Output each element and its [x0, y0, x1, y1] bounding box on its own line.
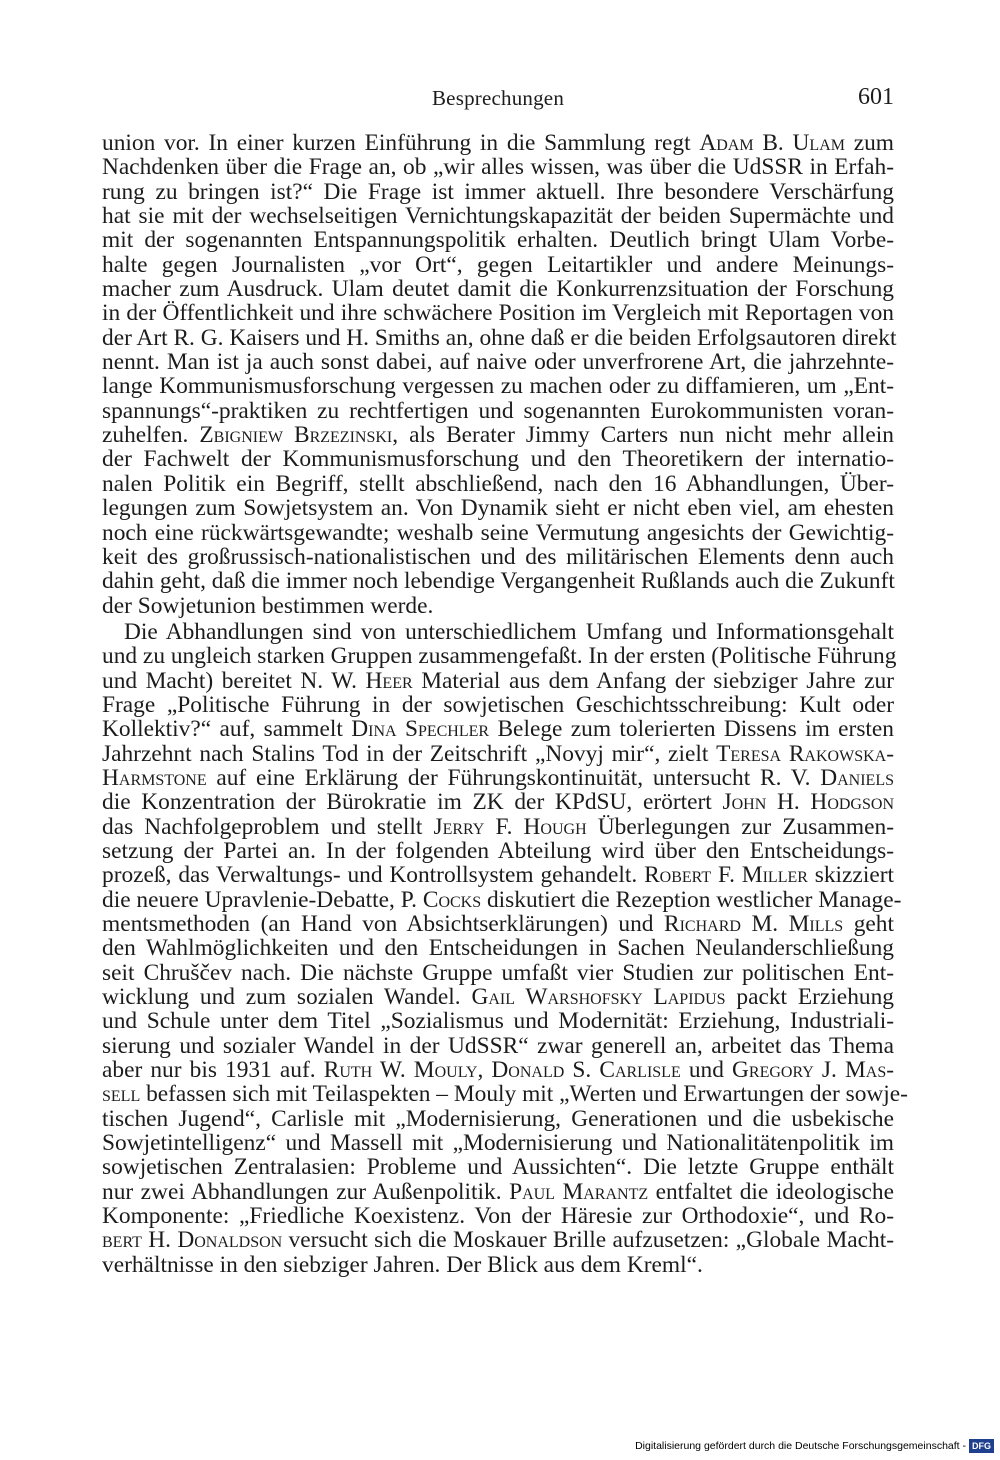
paragraph	[102, 130, 897, 619]
text-line: seit Chruščev nach. Die nächste Gruppe umfaßt vier Studien zur politischen Ent-	[102, 959, 894, 986]
paragraph	[102, 618, 908, 1278]
text-line: keit des großrussisch-nationalistischen und des militärischen Elements denn auch	[102, 543, 894, 570]
text-line: die neuere Upravlenie-Debatte, P. Cocks diskutiert die Rezeption westlicher Manage-	[102, 886, 902, 913]
text-line: noch eine rückwärtsgewandte; weshalb seine Vermutung angesichts der Gewichtig-	[102, 519, 894, 546]
text-line: nennt. Man ist ja auch sonst dabei, auf naive oder unverfrorene Art, die jahrzehnte-	[102, 349, 894, 376]
text-line: Jahrzehnt nach Stalins Tod in der Zeitschrift „Novyj mir“, zielt Teresa Rakowska-	[102, 740, 894, 767]
text-line: sell befassen sich mit Teilaspekten – Mouly mit „Werten und Erwartungen der sowje-	[102, 1081, 908, 1108]
text-line: macher zum Ausdruck. Ulam deutet damit die Konkurrenzsituation der Forschung	[102, 276, 894, 303]
text-line: Harmstone auf eine Erklärung der Führungskontinuität, untersucht R. V. Daniels	[102, 764, 894, 791]
text-line: in der Öffentlichkeit und ihre schwächere Position im Vergleich mit Reportagen von	[102, 300, 894, 327]
text-line: der Sowjetunion bestimmen werde.	[102, 592, 434, 619]
text-line: nur zwei Abhandlungen zur Außenpolitik. Paul Marantz entfaltet die ideologische	[102, 1178, 895, 1205]
text-line: rung zu bringen ist?“ Die Frage ist immer aktuell. Ihre besondere Verschärfung	[102, 178, 894, 205]
text-line: Nachdenken über die Frage an, ob „wir alles wissen, was über die UdSSR in Erfah-	[102, 154, 894, 181]
dfg-logo: DFG	[969, 1439, 994, 1453]
text-line: nalen Politik ein Begriff, stellt abschließend, nach den 16 Abhandlungen, Über-	[102, 470, 894, 497]
article-body	[102, 130, 908, 1278]
text-line: den Wahlmöglichkeiten und den Entscheidungen in Sachen Neulanderschließung	[102, 935, 894, 962]
text-line: lange Kommunismusforschung vergessen zu machen oder zu diffamieren, um „Ent-	[102, 373, 894, 400]
text-line: union vor. In einer kurzen Einführung in die Sammlung regt Adam B. Ulam zum	[102, 130, 894, 156]
text-line: Sowjetintelligenz“ und Massell mit „Modernisierung und Nationalitätenpolitik im	[102, 1130, 894, 1157]
text-line: zuhelfen. Zbigniew Brzezinski, als Berater Jimmy Carters nun nicht mehr allein	[102, 422, 894, 449]
text-line: wicklung und zum sozialen Wandel. Gail Warshofsky Lapidus packt Erziehung	[102, 984, 894, 1011]
text-line: aber nur bis 1931 auf. Ruth W. Mouly, Donald S. Carlisle und Gregory J. Mas-	[102, 1057, 895, 1084]
text-line: der Fachwelt der Kommunismusforschung und den Theoretikern der internatio-	[102, 446, 894, 473]
text-line: spannungs“-praktiken zu rechtfertigen und sogenannten Eurokommunisten voran-	[102, 397, 894, 424]
page-header	[102, 80, 894, 120]
text-line: die Konzentration der Bürokratie im ZK der KPdSU, erörtert John H. Hodgson	[102, 789, 894, 816]
text-line: Frage „Politische Führung in der sowjetischen Geschichtsschreibung: Kult oder	[102, 691, 894, 718]
text-line: das Nachfolgeproblem und stellt Jerry F. Hough Überlegungen zur Zusammen-	[102, 813, 894, 840]
running-head: Besprechungen	[431, 86, 565, 110]
text-line: dahin geht, daß die immer noch lebendige Vergangenheit Rußlands auch die Zukunft	[102, 568, 895, 595]
text-line: setzung der Partei an. In der folgenden Abteilung wird über den Entscheidungs-	[102, 837, 894, 864]
text-line: Komponente: „Friedliche Koexistenz. Von der Häresie zur Orthodoxie“, und Ro-	[102, 1203, 894, 1230]
text-line: prozeß, das Verwaltungs- und Kontrollsystem gehandelt. Robert F. Miller skizziert	[102, 862, 894, 889]
text-line: sowjetischen Zentralasien: Probleme und Aussichten“. Die letzte Gruppe enthält	[102, 1154, 894, 1181]
text-line: bert H. Donaldson versucht sich die Moskauer Brille aufzusetzen: „Globale Macht-	[102, 1227, 894, 1254]
text-line: legungen zum Sowjetsystem an. Von Dynamik sieht er nicht eben viel, am ehesten	[102, 495, 894, 522]
text-line: hat sie mit der wechselseitigen Vernichtungskapazität der beiden Supermächte und	[102, 203, 894, 230]
text-line: sierung und sozialer Wandel in der UdSSR“ zwar generell an, arbeitet das Thema	[102, 1032, 894, 1059]
credit-text: Digitalisierung gefördert durch die Deutsche Forschungsgemeinschaft -	[635, 1440, 966, 1452]
text-line: und zu ungleich starken Gruppen zusammengefaßt. In der ersten (Politische Führung	[102, 643, 897, 670]
text-line: und Schule unter dem Titel „Sozialismus und Modernität: Erziehung, Industriali-	[102, 1008, 894, 1035]
text-line: mit der sogenannten Entspannungspolitik erhalten. Deutlich bringt Ulam Vorbe-	[102, 227, 894, 254]
digitization-credit	[608, 1438, 994, 1454]
text-line: der Art R. G. Kaisers und H. Smiths an, ohne daß er die beiden Erfolgsautoren direkt	[102, 324, 897, 351]
text-line: verhältnisse in den siebziger Jahren. Der Blick aus dem Kreml“.	[102, 1251, 703, 1278]
text-line: Die Abhandlungen sind von unterschiedlichem Umfang und Informationsgehalt	[124, 618, 894, 645]
text-line: mentsmethoden (an Hand von Absichtserklärungen) und Richard M. Mills geht	[102, 911, 894, 937]
text-line: halte gegen Journalisten „vor Ort“, gegen Leitartikler und andere Meinungs-	[102, 251, 894, 278]
text-line: und Macht) bereitet N. W. Heer Material aus dem Anfang der siebziger Jahre zur	[102, 667, 894, 694]
text-line: Kollektiv?“ auf, sammelt Dina Spechler Belege zum tolerierten Dissens im ersten	[102, 716, 894, 743]
text-line: tischen Jugend“, Carlisle mit „Modernisierung, Generationen und die usbekische	[102, 1105, 894, 1132]
page-number: 601	[858, 84, 894, 110]
